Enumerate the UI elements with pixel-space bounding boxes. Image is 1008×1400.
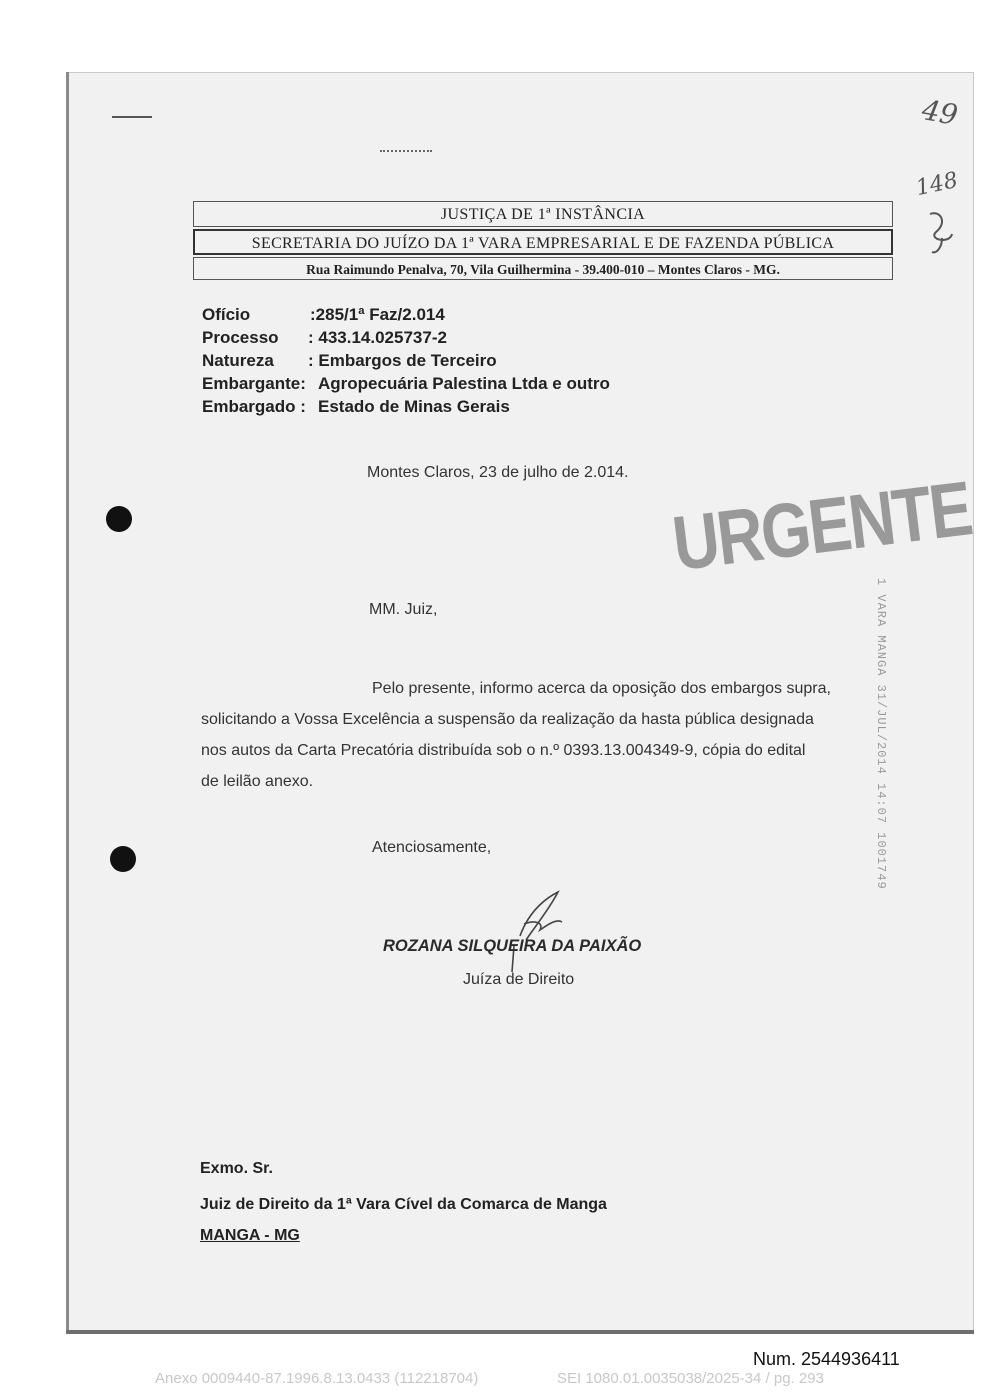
field-processo-value: : 433.14.025737-2 (308, 328, 447, 347)
punch-hole-bottom (110, 846, 136, 872)
punch-hole-top (106, 506, 132, 532)
scan-mark (112, 116, 152, 118)
annex-reference: Anexo 0009440-87.1996.8.13.0433 (112218704) (155, 1370, 479, 1387)
body-line-3: nos autos da Carta Precatória distribuída sob o n.º 0393.13.004349-9, cópia do edital (201, 742, 806, 759)
body-line-1: Pelo presente, informo acerca da oposição dos embargos supra, (372, 680, 831, 697)
recipient-location: MANGA - MG (200, 1227, 300, 1244)
salutation: MM. Juiz, (369, 601, 438, 618)
receipt-stamp: 1 VARA MANGA 31/JUL/2014 14:07 1001749 (874, 578, 888, 890)
field-natureza-label: Natureza (202, 351, 274, 370)
recipient-title: Juiz de Direito da 1ª Vara Cível da Comarca de Manga (200, 1196, 607, 1213)
scan-edge-bottom (66, 1330, 974, 1334)
signatory-name: ROZANA SILQUEIRA DA PAIXÃO (383, 937, 642, 955)
signatory-title: Juíza de Direito (463, 971, 575, 988)
field-embargado-value: Estado de Minas Gerais (318, 397, 510, 416)
court-header: JUSTIÇA DE 1ª INSTÂNCIA (193, 201, 893, 227)
field-processo-label: Processo (202, 328, 279, 347)
recipient-salutation: Exmo. Sr. (200, 1160, 273, 1177)
handwritten-initials (922, 208, 962, 258)
field-embargante-value: Agropecuária Palestina Ltda e outro (318, 374, 610, 393)
urgent-stamp: URGENTE (668, 464, 976, 587)
scan-edge-left (66, 72, 69, 1334)
field-natureza-value: : Embargos de Terceiro (308, 351, 497, 370)
field-oficio-value: :285/1ª Faz/2.014 (310, 305, 445, 324)
secretariat-header: SECRETARIA DO JUÍZO DA 1ª VARA EMPRESARIAL E DE FAZENDA PÚBLICA (193, 229, 893, 255)
address-header: Rua Raimundo Penalva, 70, Vila Guilhermina - 39.400-010 – Montes Claros - MG. (193, 257, 893, 280)
body-line-4: de leilão anexo. (201, 773, 314, 790)
scan-dots (380, 150, 432, 154)
closing: Atenciosamente, (372, 839, 492, 856)
handwritten-page-number: 49 (919, 93, 961, 132)
handwritten-signature (500, 888, 580, 978)
document-number: Num. 2544936411 (753, 1349, 900, 1369)
handwritten-page-number-2: 148 (913, 167, 961, 202)
body-line-2: solicitando a Vossa Excelência a suspensão da realização da hasta pública designada (201, 711, 814, 728)
field-oficio-label: Ofício (202, 305, 251, 324)
date-line: Montes Claros, 23 de julho de 2.014. (367, 464, 629, 481)
sei-reference: SEI 1080.01.0035038/2025-34 / pg. 293 (557, 1370, 824, 1387)
field-embargado-label: Embargado : (202, 397, 306, 416)
field-embargante-label: Embargante: (202, 374, 306, 393)
